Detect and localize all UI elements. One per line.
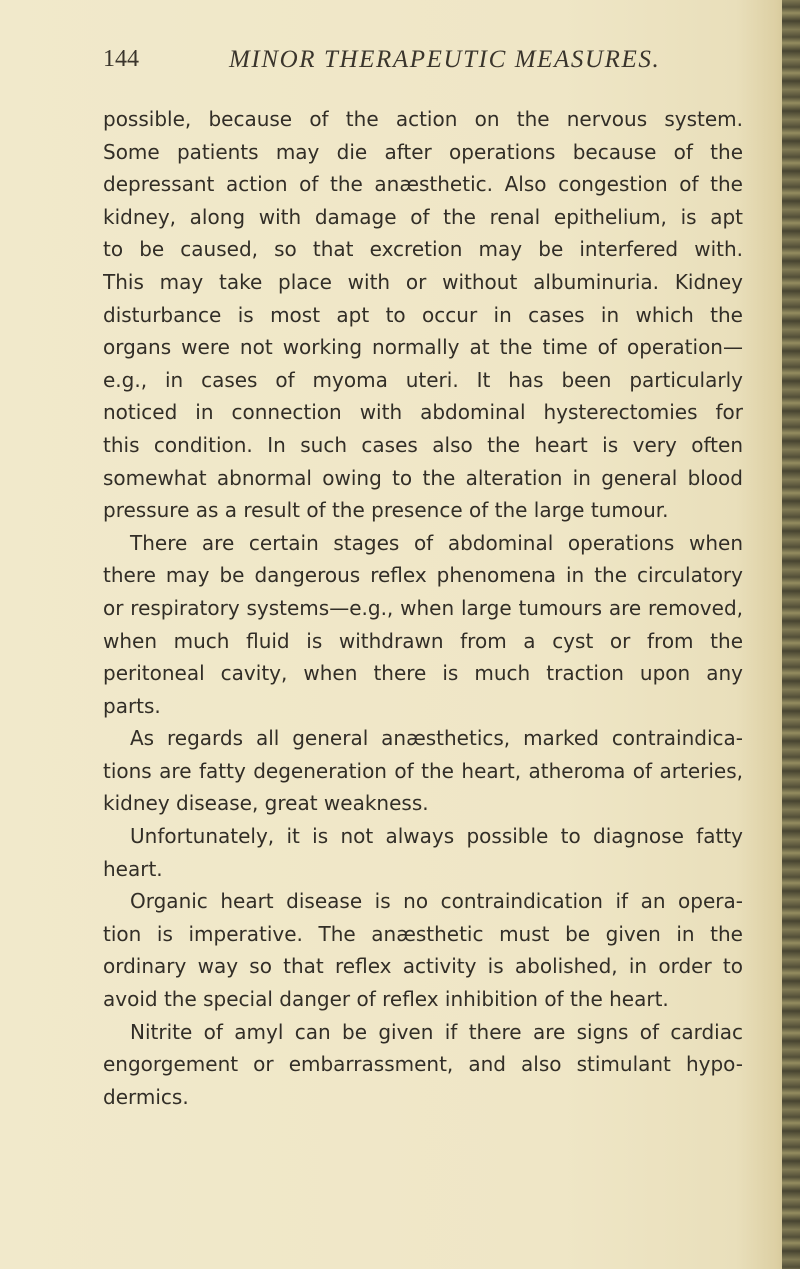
text-line: As regards all general anæsthetics, marked contraindica- <box>130 726 743 751</box>
text-line: kidney, along with damage of the renal epithelium, is apt <box>103 204 743 229</box>
text-line: to be caused, so that excretion may be interfered with. <box>103 237 743 262</box>
text-line: somewhat abnormal owing to the alteration in general blood <box>103 465 743 490</box>
running-title: MINOR THERAPEUTIC MEASURES. <box>229 46 661 73</box>
text-line: engorgement or embarrassment, and also stimulant hypo- <box>103 1052 743 1077</box>
body-text <box>103 103 743 1113</box>
text-line: organs were not working normally at the time of operation— <box>103 335 743 360</box>
text-line: Unfortunately, it is not always possible to diagnose fatty <box>130 824 743 849</box>
running-head <box>103 46 753 80</box>
text-line: parts. <box>103 693 161 718</box>
text-line: peritoneal cavity, when there is much traction upon any <box>103 661 743 686</box>
page-gutter-edge <box>782 0 800 1269</box>
text-line: There are certain stages of abdominal operations when <box>130 530 743 555</box>
text-line: ordinary way so that reflex activity is abolished, in order to <box>103 954 743 979</box>
text-line: heart. <box>103 856 163 881</box>
text-line: This may take place with or without albuminuria. Kidney <box>103 269 743 294</box>
text-line: dermics. <box>103 1084 189 1109</box>
text-line: e.g., in cases of myoma uteri. It has been particularly <box>103 367 743 392</box>
text-line: tion is imperative. The anæsthetic must be given in the <box>103 921 743 946</box>
text-line: or respiratory systems—e.g., when large tumours are removed, <box>103 595 743 620</box>
text-line: depressant action of the anæsthetic. Also congestion of the <box>103 172 743 197</box>
page-number: 144 <box>103 46 139 72</box>
text-line: there may be dangerous reflex phenomena in the circulatory <box>103 563 743 588</box>
text-line: disturbance is most apt to occur in cases in which the <box>103 302 743 327</box>
text-line: Organic heart disease is no contraindication if an opera- <box>130 889 743 914</box>
text-line: when much fluid is withdrawn from a cyst or from the <box>103 628 743 653</box>
text-line: avoid the special danger of reflex inhibition of the heart. <box>103 987 669 1012</box>
text-line: this condition. In such cases also the heart is very often <box>103 432 743 457</box>
text-line: Some patients may die after operations because of the <box>103 139 743 164</box>
text-line: pressure as a result of the presence of the large tumour. <box>103 498 669 523</box>
text-line: Nitrite of amyl can be given if there are signs of cardiac <box>130 1019 743 1044</box>
text-line: tions are fatty degeneration of the heart, atheroma of arteries, <box>103 758 743 783</box>
text-line: possible, because of the action on the nervous system. <box>103 107 743 131</box>
text-line: noticed in connection with abdominal hysterectomies for <box>103 400 743 425</box>
text-line: kidney disease, great weakness. <box>103 791 429 816</box>
